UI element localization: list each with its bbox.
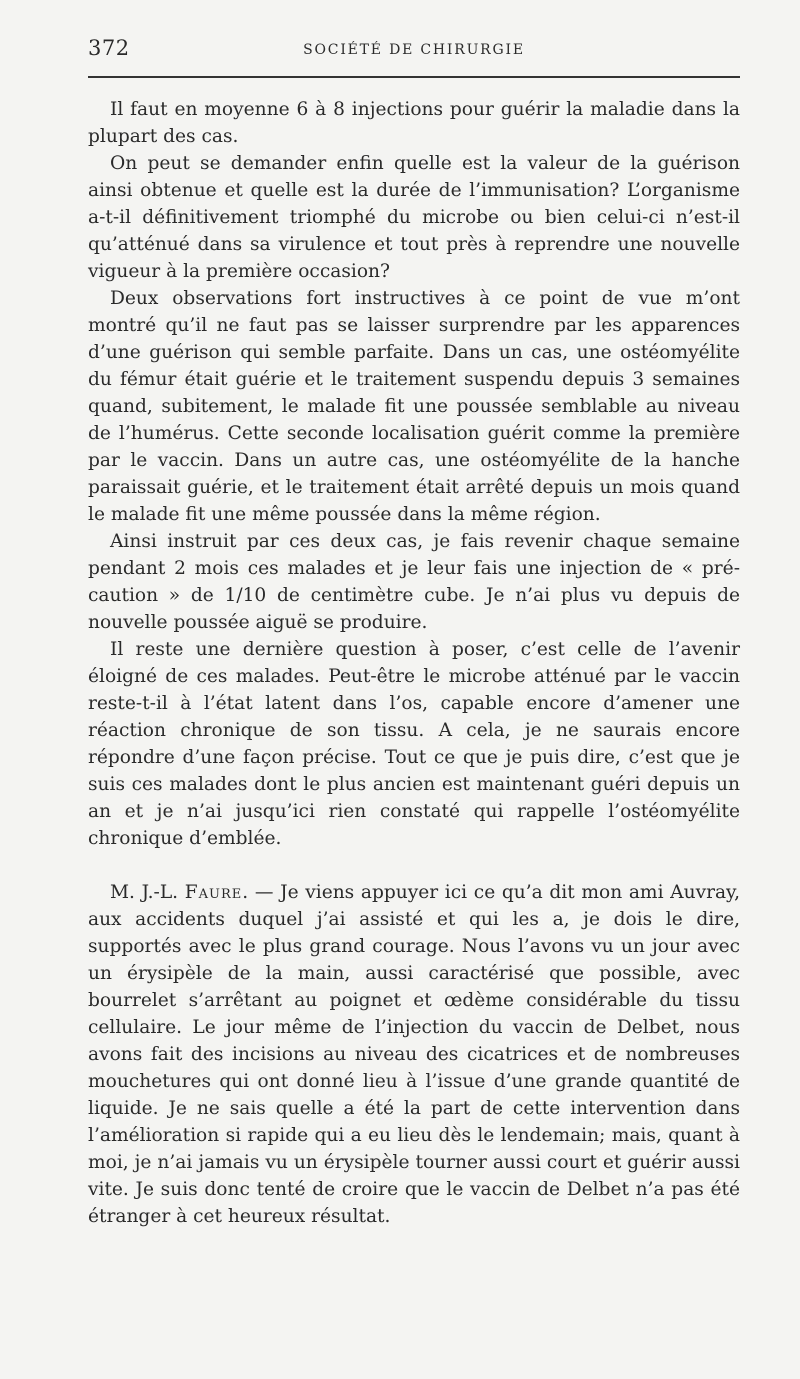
running-head: SOCIÉTÉ DE CHIRURGIE: [303, 42, 525, 58]
paragraph-dosage: Il faut en moyenne 6 à 8 injections pour guérir la maladie dans la plupart des cas.: [88, 99, 740, 147]
speaker-text: . — Je viens appuyer ici ce qu’a dit mon ami Auvray, aux accidents duquel j’ai assisté et qui les a, je dois le dire, supportés avec le plus grand courage. Nous l’avons vu un jour avec un érysipèle de la main, aussi caractérisé que possible, avec bourrelet s’arrêtant au poignet et œdème considérable du tissu cellulaire. Le jour même de l’injection du vaccin de Delbet, nous avons fait des incisions au niveau des cicatrices et de nombreuses mouchetures qui ont donné lieu à l’issue d’une grande quantité de liquide. Je ne sais quelle a été la part de cette intervention dans l’amélioration si rapide qui a eu lieu dès le lendemain; mais, quant à moi, je n’ai jamais vu un érysipèle tourner aussi court et guérir aussi vite. Je suis donc tenté de croire que le vaccin de Delbet n’a pas été étranger à cet heureux résultat.: [88, 882, 741, 1227]
paragraph-faure-remarks: [88, 879, 740, 1230]
body-text: [88, 96, 740, 1230]
paragraph-precaution: Ainsi instruit par ces deux cas, je fais revenir chaque semaine pendant 2 mois ces malades et je leur fais une injection de « précaution » de 1/10 de centimètre cube. Je n’ai plus vu depuis de nouvelle poussée aiguë se produire.: [88, 531, 740, 633]
speaker-name: Faure: [184, 882, 243, 903]
paragraph-future: Il reste une dernière question à poser, c’est celle de l’avenir éloigné de ces malades. Peut-être le microbe atténué par le vaccin reste-t-il à l’état latent dans l’os, capable encore d’amener une réaction chronique de son tissu. A cela, je ne saurais encore répondre d’une façon précise. Tout ce que je puis dire, c’est que je suis ces malades dont le plus ancien est maintenant guéri depuis un an et je n’ai jusqu’ici rien constaté qui rappelle l’ostéomyélite chronique d’emblée.: [88, 639, 740, 849]
speaker-prefix: M. J.-L.: [110, 882, 185, 903]
page-number: 372: [88, 36, 130, 60]
paragraph-observations: Deux observations fort instructives à ce point de vue m’ont montré qu’il ne faut pas se laisser surprendre par les apparences d’une guérison qui semble parfaite. Dans un cas, une ostéomyélite du fémur était guérie et le traitement suspendu depuis 3 semaines quand, subitement, le malade fit une poussée semblable au niveau de l’humérus. Cette seconde localisation guérit comme la première par le vaccin. Dans un autre cas, une ostéomyélite de la hanche paraissait guérie, et le traitement était arrêté depuis un mois quand le malade fit une même poussée dans la même région.: [88, 288, 740, 525]
paragraph-immunisation: On peut se demander enfin quelle est la valeur de la guérison ainsi obtenue et quelle est la durée de l’immunisation? L’organisme a-t-il définitivement triomphé du microbe ou bien celui-ci n’est-il qu’atténué dans sa virulence et tout près à reprendre une nouvelle vigueur à la première occasion?: [88, 153, 740, 282]
page-header: [88, 36, 740, 66]
header-rule: [88, 76, 740, 78]
